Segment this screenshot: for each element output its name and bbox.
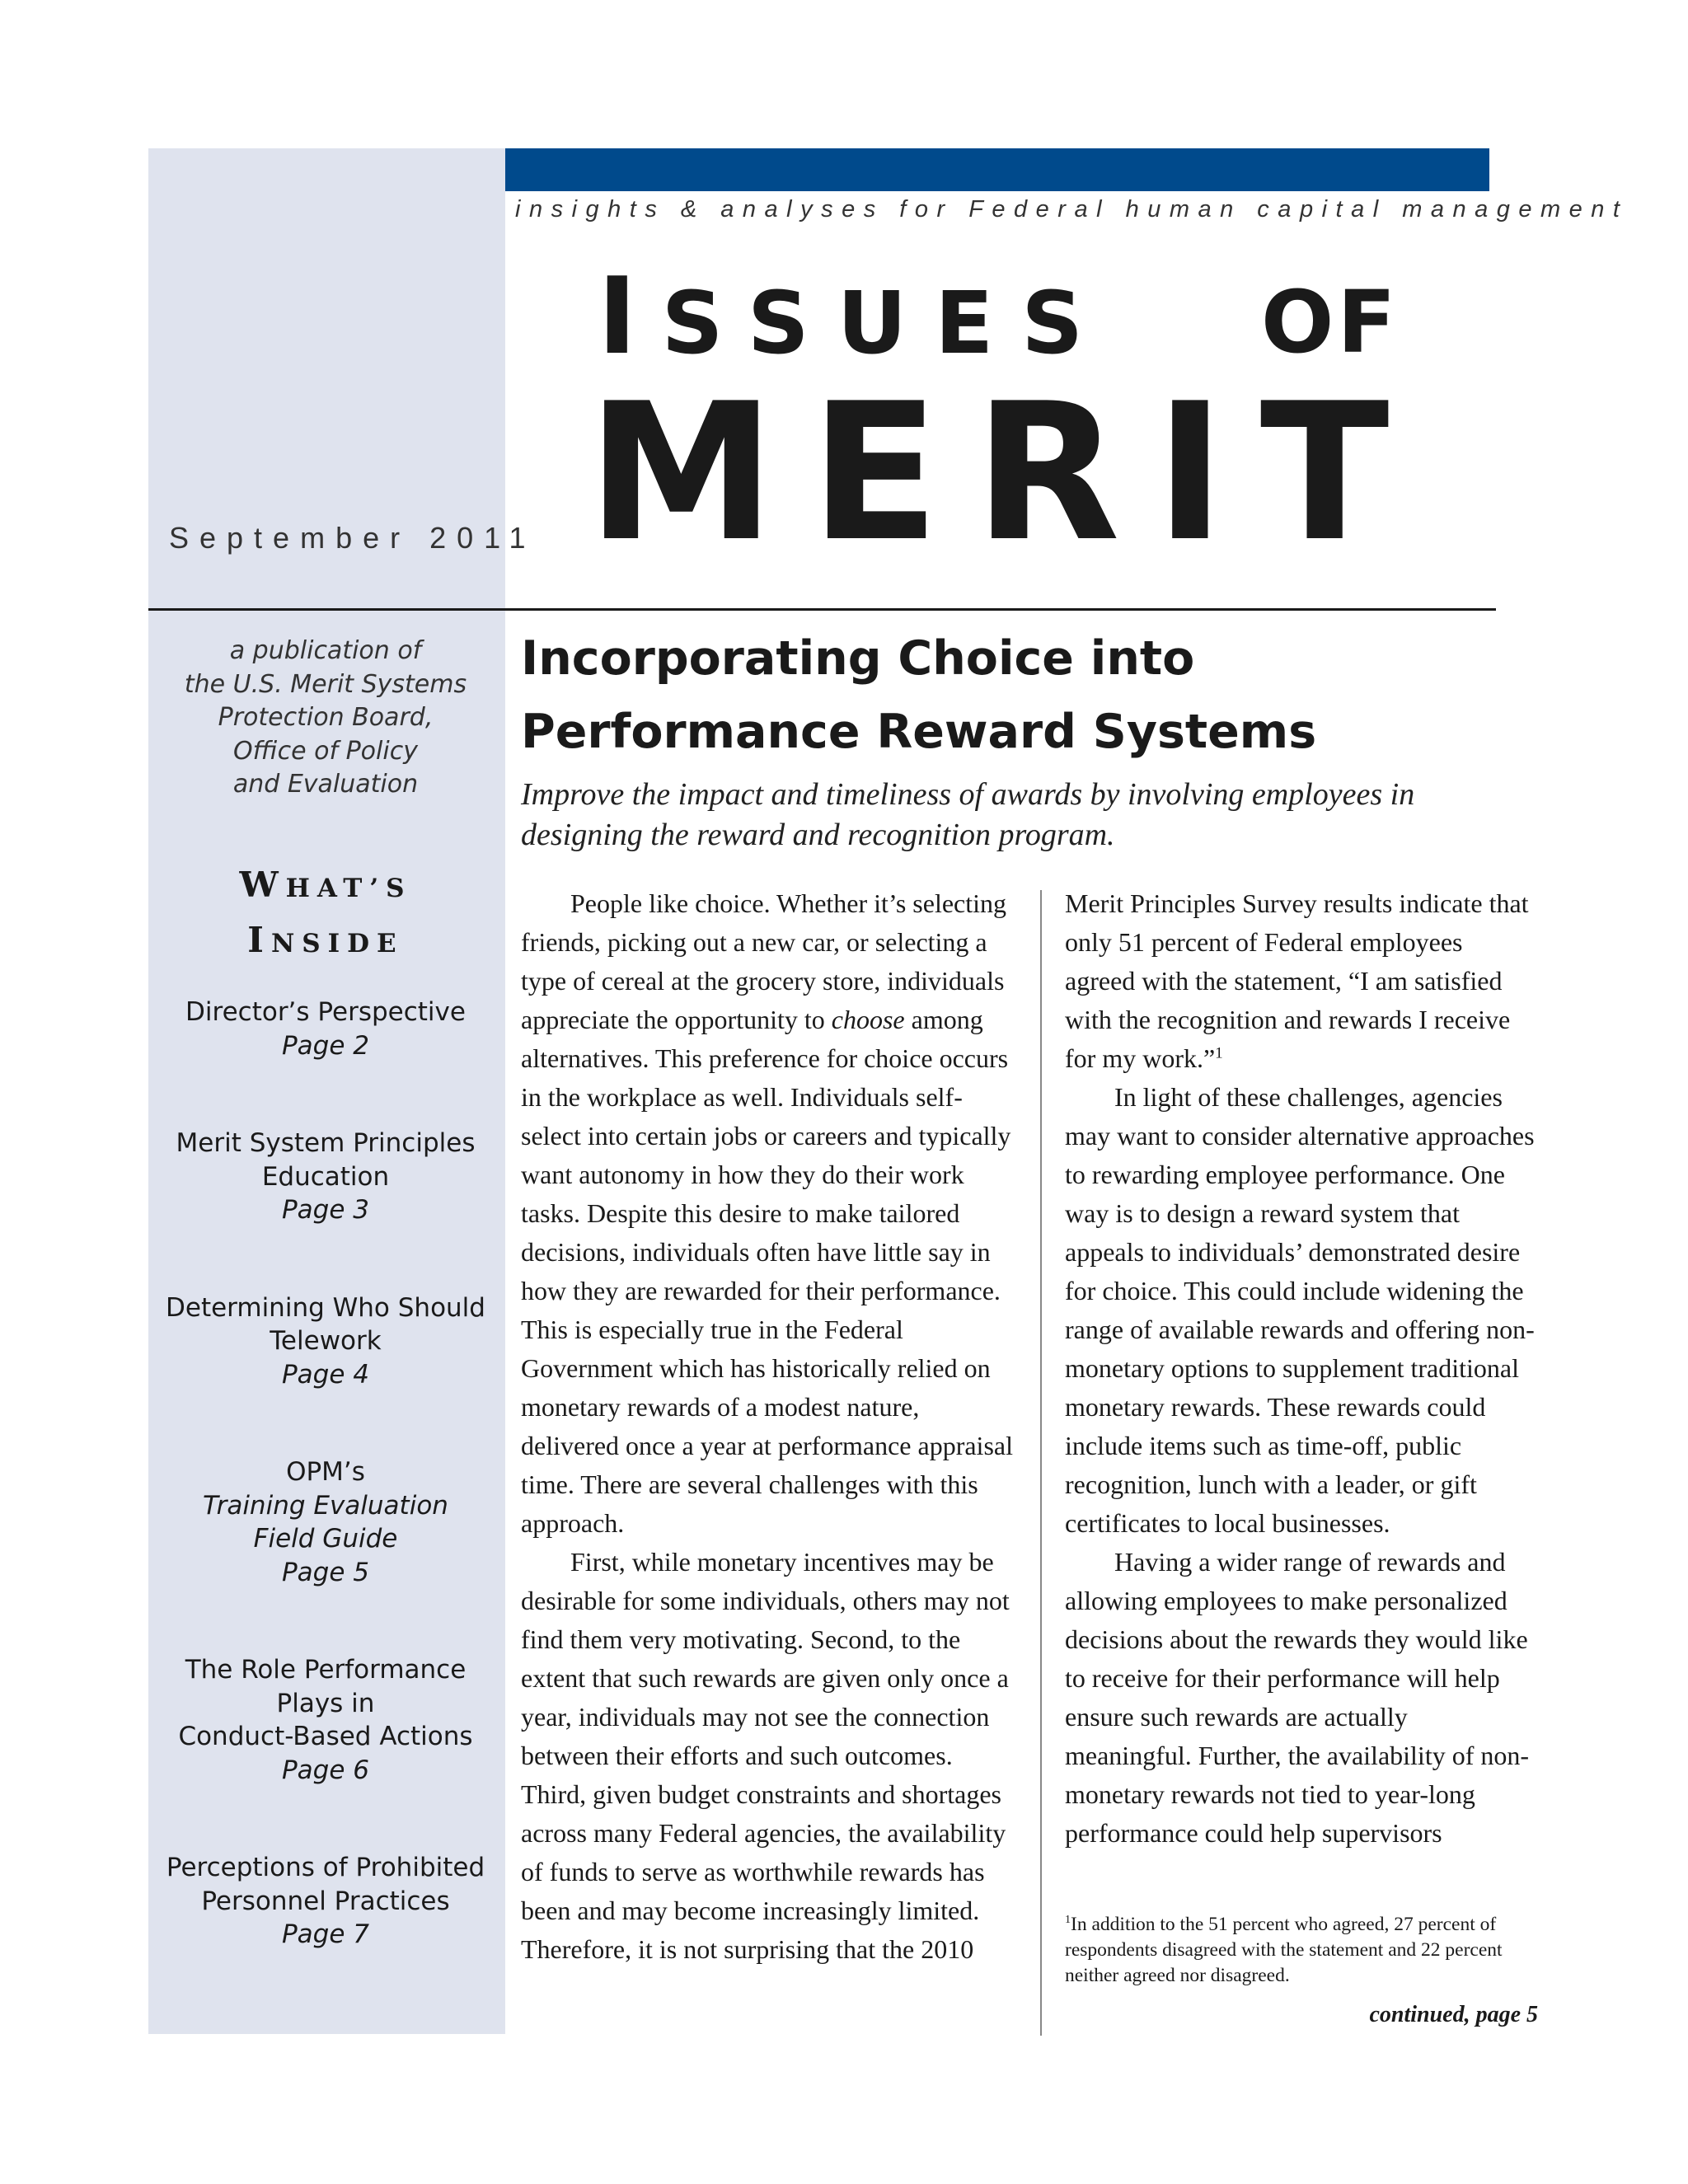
text-run: People like choice. Whether it’s selecting friends, picking out a new car, or selecting a type of cereal at the grocery store, individuals appreciate the opportunity to: [521, 888, 1007, 1034]
toc-title: Telework: [270, 1326, 382, 1356]
masthead-color-bar: [505, 148, 1489, 191]
title-initial-i: I: [598, 255, 637, 378]
toc-title: Personnel Practices: [201, 1886, 450, 1916]
article-column-2: [1065, 884, 1539, 1853]
toc-item-role-performance[interactable]: [157, 1653, 495, 1787]
toc-page: Page 7: [281, 1919, 370, 1949]
title-of: OF: [1261, 272, 1400, 373]
toc-page: Page 3: [281, 1195, 370, 1225]
whats-cap: W: [239, 865, 286, 905]
paragraph: [521, 884, 1015, 1543]
toc-title: Plays in: [276, 1688, 375, 1718]
paragraph: In light of these challenges, agencies may want to consider alternative approaches to rewarding employee performance. One way is to design a reward system that appeals to individuals’ demonstrated desire for choice. This could include widening the range of available rewards and offering non-monetary options to supplement traditional monetary rewards. These rewards could include items such as time-off, public recognition, lunch with a leader, or gift certificates to local businesses.: [1065, 1082, 1535, 1538]
paragraph: Having a wider range of rewards and allowing employees to make personalized decisions about the rewards they would like to receive for their performance will help ensure such rewards are actually meaningful. Further, the availability of non-monetary rewards not tied to year-long performance could help supervisors: [1065, 1547, 1530, 1848]
masthead-tagline: insights & analyses for Federal human capital management: [515, 196, 1629, 223]
toc-item-training-evaluation[interactable]: [157, 1455, 495, 1589]
text-run: Merit Principles Survey results indicate that only 51 percent of Federal employees agreed with the statement, “I am satisfied with the recognition and rewards I receive for my work.”: [1065, 888, 1529, 1073]
toc-item-merit-system-principles[interactable]: [157, 1127, 495, 1227]
toc-title-prefix: OPM’s: [286, 1457, 365, 1487]
toc-page: Page 4: [281, 1359, 370, 1390]
column-divider: [1040, 890, 1042, 2036]
publication-line: Protection Board,: [218, 703, 434, 732]
paragraph: First, while monetary incentives may be desirable for some individuals, others may not find them very motivating. Second, to the extent that such rewards are given only once a year, individuals may not see the connection between their efforts and such outcomes. Third, given budget constraints and shortages across many Federal agencies, the availability of funds to serve as worthwhile rewards has been and may become increasingly limited. Therefore, it is not surprising that the 2010: [521, 1547, 1010, 1964]
publication-line: Office of Policy: [233, 736, 418, 766]
toc-page: Page 2: [281, 1030, 370, 1061]
text-run: among alternatives. This preference for choice occurs in the workplace as well. Individuals self-select into certain jobs or careers and typically want autonomy in how they do their work tasks. Despite this desire to make tailored decisions, individuals often have little say in how they are rewarded for their performance. This is especially true in the Federal Government which has historically relied on monetary rewards of a modest nature, delivered once a year at performance appraisal time. There are several challenges with this approach.: [521, 1005, 1013, 1538]
inside-rest: NSIDE: [270, 929, 404, 958]
article-column-1: [521, 884, 1015, 1969]
toc-title: Determining Who Should: [166, 1292, 485, 1323]
toc-page: Page 6: [281, 1755, 370, 1785]
toc-title: Education: [261, 1161, 390, 1192]
toc-title: The Role Performance: [185, 1655, 467, 1685]
publication-line: a publication of: [229, 636, 422, 665]
toc-title: Conduct-Based Actions: [178, 1722, 473, 1751]
headline-line: Performance Reward Systems: [521, 705, 1317, 759]
headline-line: Incorporating Choice into: [521, 631, 1195, 686]
toc-title-italic: Training Evaluation: [203, 1490, 448, 1521]
toc-title: Field Guide: [253, 1524, 398, 1554]
whats-inside-heading: [157, 861, 495, 972]
footnote-ref: 1: [1215, 1044, 1223, 1062]
whats-rest: HAT’S: [285, 874, 412, 903]
emphasis: choose: [831, 1005, 905, 1034]
toc-title: [157, 1455, 495, 1522]
masthead-title-issues-of: [598, 255, 1430, 379]
article-headline: [521, 622, 1493, 769]
toc-item-directors-perspective[interactable]: [157, 996, 495, 1062]
toc-title: Director’s Perspective: [185, 997, 466, 1027]
toc-item-telework[interactable]: [157, 1291, 495, 1392]
footnote-number: 1: [1065, 1913, 1071, 1927]
masthead-title-merit: MERIT: [587, 363, 1424, 583]
footnote-text: In addition to the 51 percent who agreed, 27 percent of respondents disagreed with the statement and 22 percent neither agreed nor disagreed.: [1065, 1914, 1503, 1986]
toc-title: Merit System Principles: [176, 1128, 476, 1158]
masthead-rule: [148, 608, 1496, 611]
toc-title: Perceptions of Prohibited: [166, 1853, 485, 1882]
toc-page: Page 5: [281, 1557, 370, 1587]
continued-link[interactable]: continued, page 5: [1369, 2002, 1538, 2027]
table-of-contents: [157, 996, 495, 2016]
publication-info: [157, 635, 495, 802]
article-subhead: Improve the impact and timeliness of awards by involving employees in designing the reward and recognition program.: [521, 777, 1415, 852]
footnote: [1065, 1912, 1543, 1989]
inside-cap: I: [247, 920, 271, 960]
issue-date: September 2011: [169, 521, 537, 555]
publication-line: the U.S. Merit Systems: [184, 669, 467, 699]
publication-line: and Evaluation: [232, 770, 419, 799]
title-ssues: SSUES: [661, 273, 1112, 373]
toc-item-prohibited-practices[interactable]: [157, 1851, 495, 1952]
paragraph: [1065, 884, 1539, 1078]
